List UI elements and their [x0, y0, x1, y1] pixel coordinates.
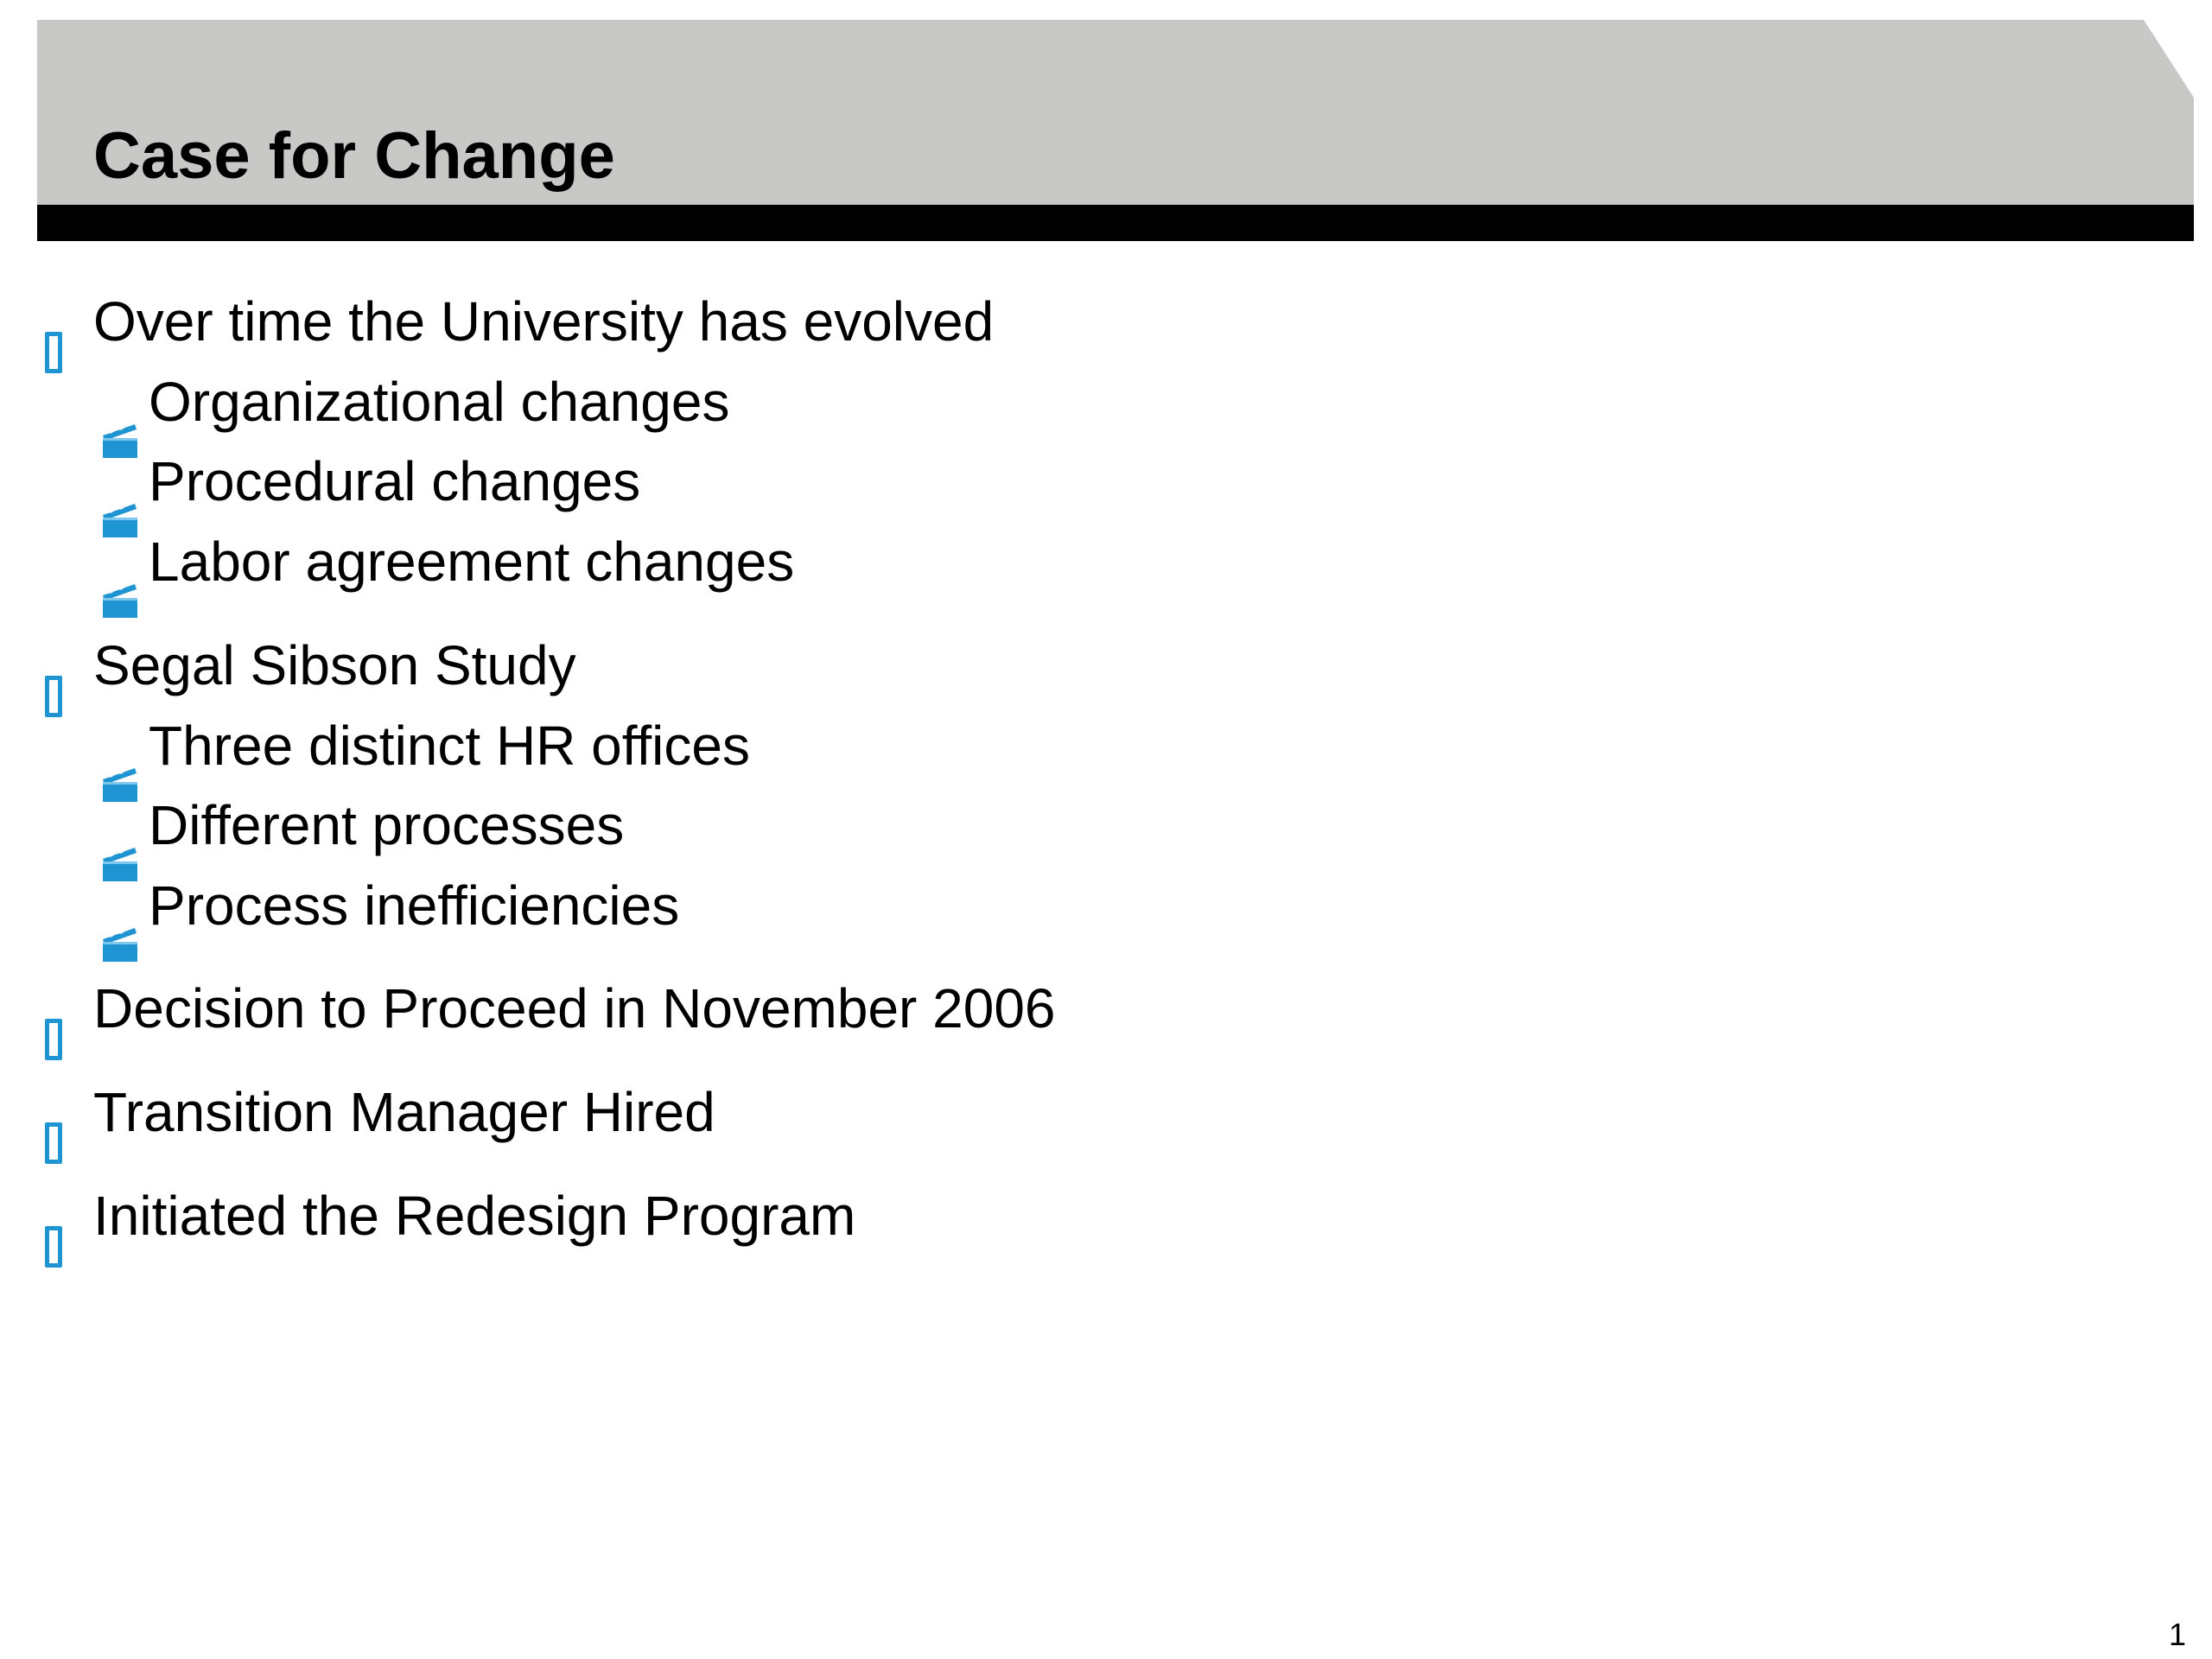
bullet-text: Decision to Proceed in November 2006 [93, 977, 1056, 1039]
clapperboard-icon [100, 421, 140, 461]
clapperboard-icon [100, 500, 140, 540]
hollow-square-bullet-icon [45, 676, 62, 717]
sub-bullet-text: Three distinct HR offices [149, 715, 750, 777]
clapperboard-icon [100, 765, 140, 804]
bullet-text: Over time the University has evolved [93, 290, 995, 353]
sub-bullet-text: Labor agreement changes [149, 531, 795, 593]
sub-bullet-text: Different processes [149, 794, 625, 856]
clapperboard-icon [100, 925, 140, 964]
sub-bullet-text: Process inefficiencies [149, 874, 680, 937]
hollow-square-bullet-icon [45, 1019, 62, 1060]
page-number: 1 [2168, 1617, 2186, 1652]
slide-title: Case for Change [93, 119, 615, 193]
sub-bullet-text: Organizational changes [149, 371, 730, 433]
clapperboard-icon [100, 581, 140, 620]
bullet-text: Transition Manager Hired [93, 1081, 715, 1143]
bullet-text: Segal Sibson Study [93, 634, 576, 696]
clapperboard-icon [100, 844, 140, 884]
hollow-square-bullet-icon [45, 1122, 62, 1164]
bullet-text: Initiated the Redesign Program [93, 1185, 856, 1247]
hollow-square-bullet-icon [45, 1226, 62, 1268]
sub-bullet-text: Procedural changes [149, 450, 641, 512]
title-rule [37, 205, 2194, 241]
hollow-square-bullet-icon [45, 332, 62, 373]
